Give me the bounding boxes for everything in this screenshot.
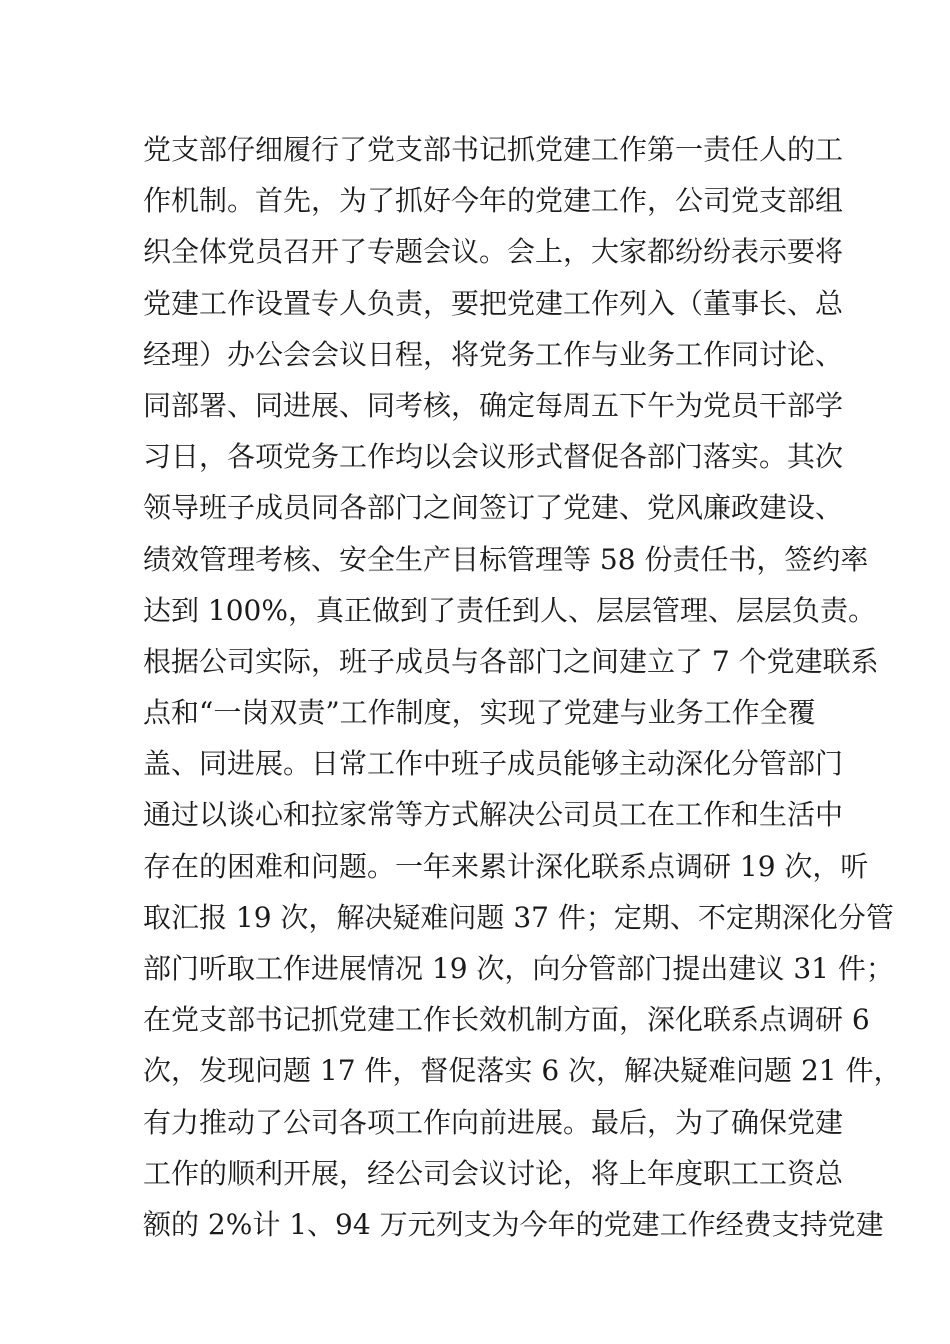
text-line: 工作的顺利开展，经公司会议讨论，将上年度职工工资总 — [143, 1156, 844, 1190]
text-line: 通过以谈心和拉家常等方式解决公司员工在工作和生活中 — [143, 798, 844, 832]
text-line: 作机制。首先，为了抓好今年的党建工作，公司党支部组 — [143, 184, 844, 218]
text-line: 盖、同进展。日常工作中班子成员能够主动深化分管部门 — [143, 747, 844, 781]
text-line: 有力推动了公司各项工作向前进展。最后，为了确保党建 — [143, 1105, 844, 1139]
text-line: 同部署、同进展、同考核，确定每周五下午为党员干部学 — [143, 388, 844, 422]
text-line: 达到 100%，真正做到了责任到人、层层管理、层层负责。 — [143, 593, 876, 627]
text-line: 领导班子成员同各部门之间签订了党建、党风廉政建设、 — [143, 491, 844, 525]
text-line: 取汇报 19 次，解决疑难问题 37 件；定期、不定期深化分管 — [143, 900, 894, 934]
text-line: 在党支部书记抓党建工作长效机制方面，深化联系点调研 6 — [143, 1003, 870, 1037]
text-line: 党支部仔细履行了党支部书记抓党建工作第一责任人的工 — [143, 133, 844, 166]
text-line: 额的 2%计 1、94 万元列支为今年的党建工作经费支持党建 — [143, 1207, 884, 1241]
text-line: 部门听取工作进展情况 19 次，向分管部门提出建议 31 件； — [143, 952, 894, 985]
text-line: 绩效管理考核、安全生产目标管理等 58 份责任书，签约率 — [143, 542, 869, 576]
text-line: 党建工作设置专人负责，要把党建工作列入（董事长、总 — [143, 286, 844, 320]
text-line: 点和“一岗双责”工作制度，实现了党建与业务工作全覆 — [143, 696, 816, 730]
text-line: 习日，各项党务工作均以会议形式督促各部门落实。其次 — [143, 440, 844, 474]
text-line: 经理）办公会会议日程，将党务工作与业务工作同讨论、 — [143, 337, 844, 371]
text-line: 次，发现问题 17 件，督促落实 6 次，解决疑难问题 21 件， — [143, 1054, 902, 1088]
text-line: 根据公司实际，班子成员与各部门之间建立了 7 个党建联系 — [143, 644, 879, 678]
text-line: 存在的困难和问题。一年来累计深化联系点调研 19 次，听 — [143, 849, 869, 883]
text-line: 织全体党员召开了专题会议。会上，大家都纷纷表示要将 — [143, 235, 844, 269]
body-paragraph — [143, 124, 902, 1250]
